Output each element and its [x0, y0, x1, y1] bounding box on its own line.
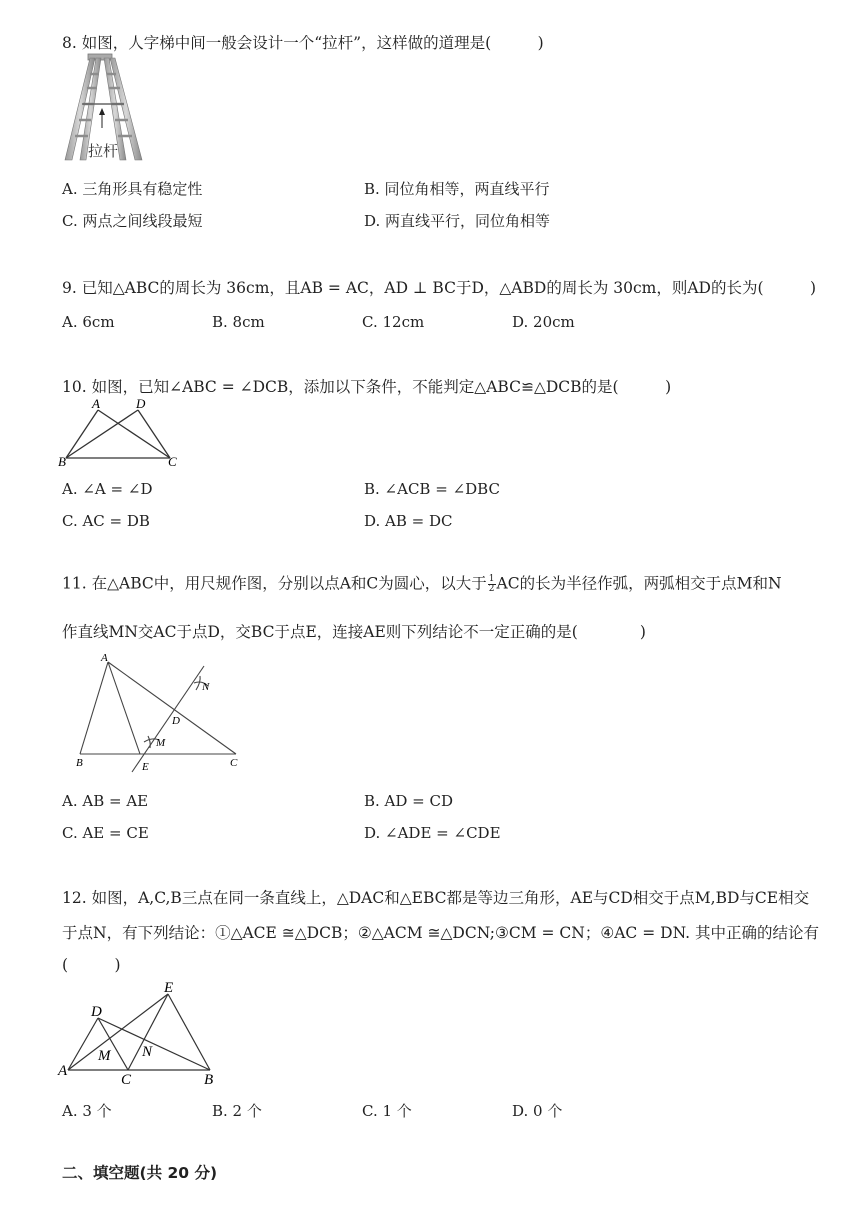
- q12-stem-line1: 12. 如图，A,C,B三点在同一条直线上，△DAC和△EBC都是等边三角形，AE与CD相交于点M,BD与CE相交: [62, 889, 810, 907]
- q11-stem-part2: AC的长为半径作弧，两弧相交于点M和N: [496, 574, 782, 593]
- q10-label-b: B: [58, 454, 66, 469]
- q10-figure: [58, 396, 184, 468]
- q11-label-c: C: [230, 757, 238, 769]
- q11-stem-line1: [62, 575, 782, 594]
- q11-option-b: B. AD = CD: [364, 792, 454, 810]
- q12-label-n: N: [142, 1044, 153, 1060]
- q12-label-d: D: [91, 1004, 102, 1020]
- q11-label-n: N: [202, 681, 210, 693]
- q11-label-m: M: [156, 737, 166, 749]
- q8-figure-label: 拉杆: [88, 142, 119, 160]
- q10-option-c: C. AC = DB: [62, 512, 150, 530]
- q10-option-d: D. AB = DC: [364, 512, 453, 530]
- q12-figure: [58, 978, 224, 1088]
- q11-stem-line2: 作直线MN交AC于点D，交BC于点E，连接AE则下列结论不一定正确的是( ): [62, 623, 646, 641]
- q11-fraction: [488, 575, 496, 594]
- q12-option-d: D. 0 个: [512, 1102, 563, 1120]
- q12-option-a: A. 3 个: [62, 1102, 112, 1120]
- q9-stem: 9. 已知△ABC的周长为 36cm，且AB = AC，AD ⊥ BC于D，△ABD的周长为 30cm，则AD的长为( ): [62, 279, 817, 297]
- q9-option-d: D. 20cm: [512, 313, 575, 331]
- q8-option-c: C. 两点之间线段最短: [62, 212, 203, 230]
- q10-option-a: A. ∠A = ∠D: [62, 480, 153, 498]
- section2-title: 二、填空题(共 20 分): [62, 1164, 218, 1182]
- q11-frac-num: 1: [488, 574, 495, 584]
- q10-stem: 10. 如图，已知∠ABC = ∠DCB，添加以下条件，不能判定△ABC≌△DCB的是( ): [62, 378, 672, 396]
- q12-label-a: A: [58, 1063, 68, 1079]
- q11-label-e: E: [142, 761, 149, 773]
- q8-option-b: B. 同位角相等，两直线平行: [364, 180, 550, 198]
- q12-option-b: B. 2 个: [212, 1102, 262, 1120]
- q8-stem: 8. 如图，人字梯中间一般会设计一个“拉杆”，这样做的道理是( ): [62, 34, 544, 52]
- q11-option-a: A. AB = AE: [62, 792, 149, 810]
- q10-label-a: A: [92, 396, 100, 411]
- q11-figure: [72, 650, 252, 776]
- q10-option-b: B. ∠ACB = ∠DBC: [364, 480, 500, 498]
- q12-label-e: E: [164, 980, 174, 996]
- q12-label-b: B: [204, 1072, 214, 1088]
- q11-frac-den: 2: [488, 584, 495, 594]
- q11-option-c: C. AE = CE: [62, 824, 149, 842]
- q8-option-a: A. 三角形具有稳定性: [62, 180, 203, 198]
- q11-label-b: B: [76, 757, 83, 769]
- q11-option-d: D. ∠ADE = ∠CDE: [364, 824, 501, 842]
- q12-label-c: C: [121, 1072, 132, 1088]
- q8-option-d: D. 两直线平行，同位角相等: [364, 212, 551, 230]
- q12-option-c: C. 1 个: [362, 1102, 412, 1120]
- q9-option-a: A. 6cm: [62, 313, 115, 331]
- q11-label-a: A: [101, 652, 108, 664]
- q12-stem-line2: 于点N，有下列结论：①△ACE ≅△DCB；②△ACM ≅△DCN;③CM = CN；④AC = DN. 其中正确的结论有: [62, 924, 819, 942]
- q10-label-d: D: [136, 396, 146, 411]
- q9-option-c: C. 12cm: [362, 313, 425, 331]
- q12-label-m: M: [98, 1048, 111, 1064]
- q12-stem-line3: ( ): [62, 956, 121, 974]
- q11-stem-part1: 11. 在△ABC中，用尺规作图，分别以点A和C为圆心，以大于: [62, 574, 487, 593]
- q11-label-d: D: [172, 715, 180, 727]
- q10-label-c: C: [168, 454, 177, 469]
- q9-option-b: B. 8cm: [212, 313, 265, 331]
